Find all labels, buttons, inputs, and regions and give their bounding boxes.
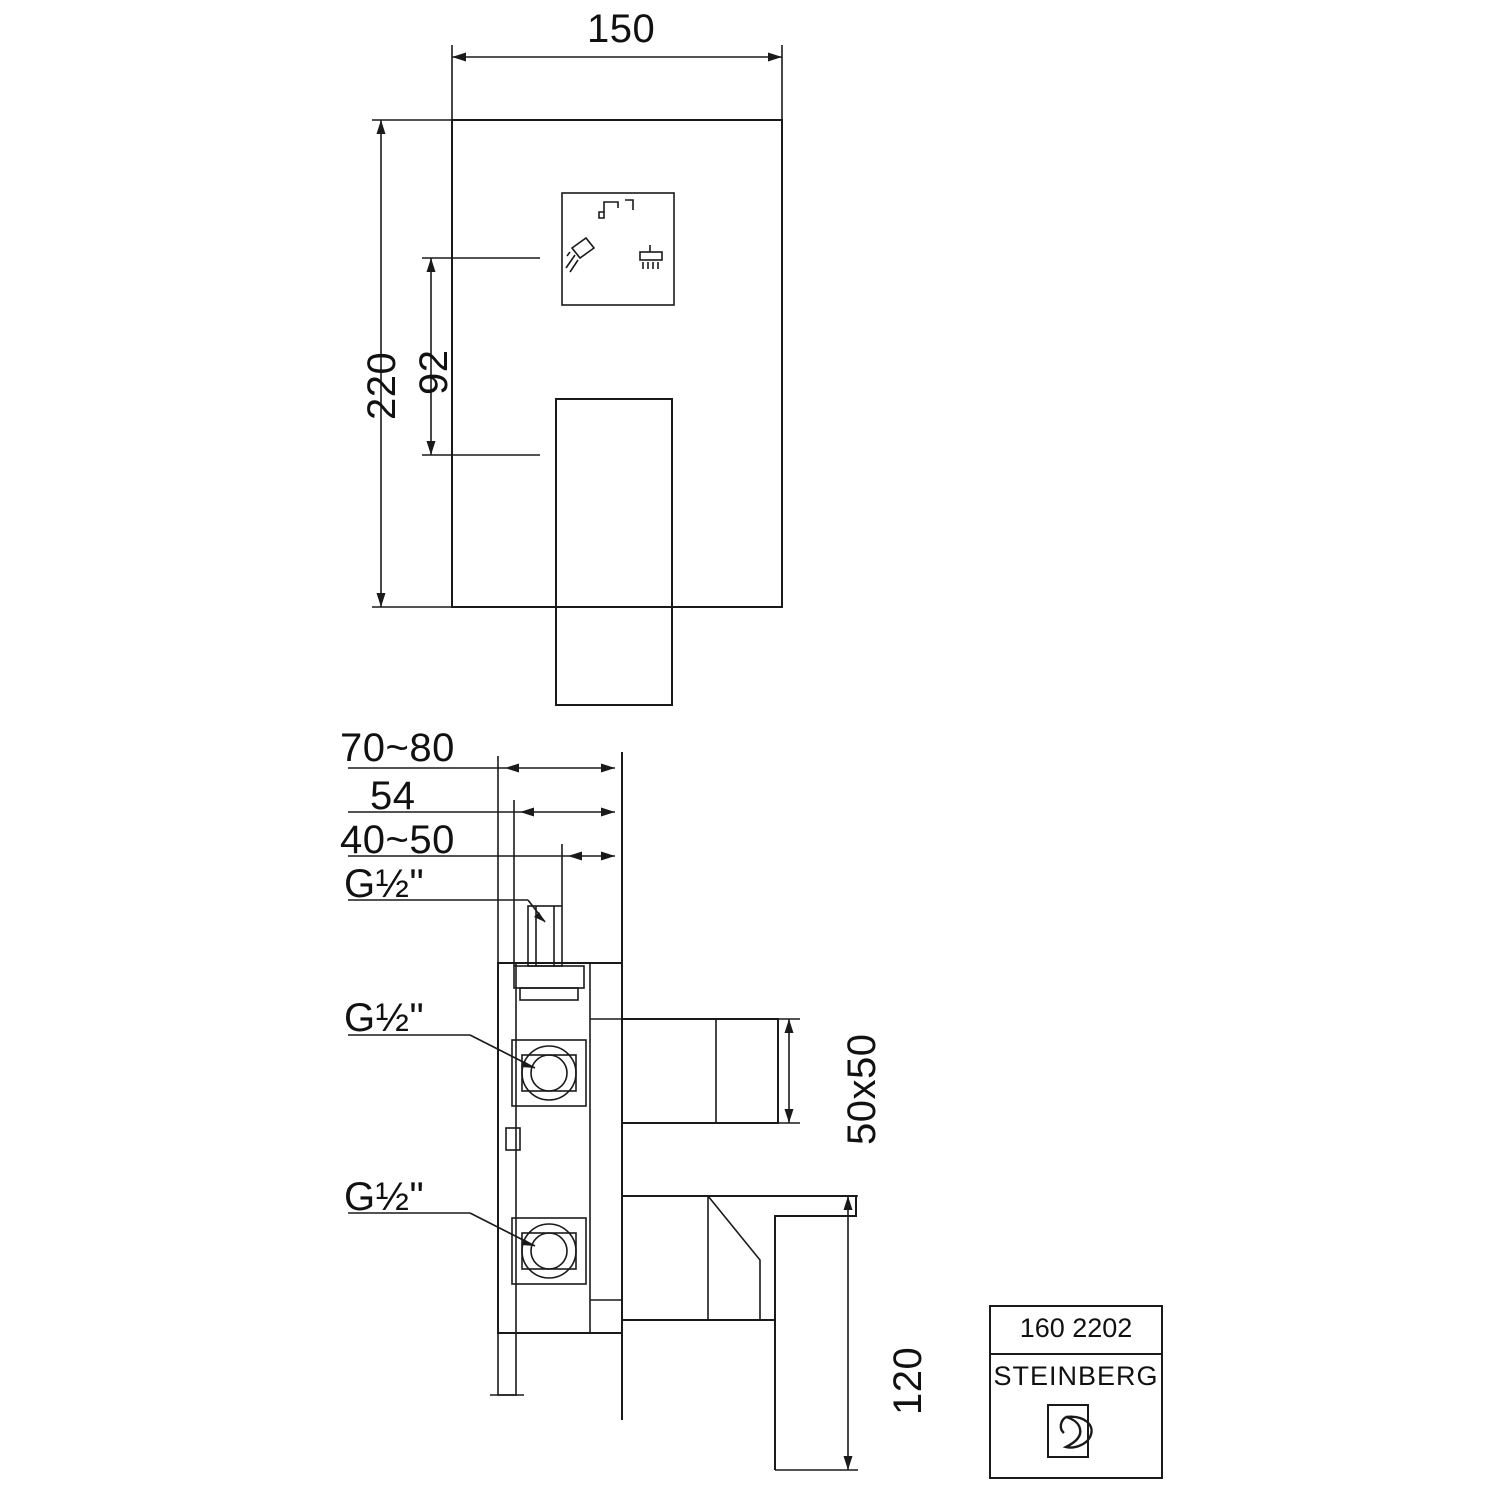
overhead-shower-icon-art <box>640 245 662 269</box>
hand-shower-icon-art <box>566 238 594 272</box>
brand-name: STEINBERG <box>993 1361 1159 1391</box>
dim-label-150: 150 <box>587 7 656 51</box>
dim-label-70-80: 70~80 <box>340 726 455 770</box>
dim-150 <box>452 45 782 120</box>
front-view-geometry <box>452 120 782 705</box>
article-label-plate <box>989 1305 1163 1479</box>
dim-label-92: 92 <box>412 349 456 395</box>
article-number: 160 2202 <box>1019 1313 1133 1343</box>
dim-label-thread-middle: G½" <box>344 996 425 1040</box>
dim-label-40-50: 40~50 <box>340 818 455 862</box>
side-view-geometry <box>490 752 856 1470</box>
dim-label-220: 220 <box>360 351 404 420</box>
bath-spout-icon-art <box>599 200 633 218</box>
dim-50x50 <box>778 1019 800 1123</box>
dim-label-thread-top: G½" <box>344 862 425 906</box>
steinberg-logo <box>1046 1403 1106 1465</box>
dim-label-120: 120 <box>886 1346 930 1415</box>
dim-120 <box>775 1196 858 1470</box>
label-divider <box>991 1353 1161 1355</box>
dim-label-54: 54 <box>370 774 416 818</box>
dim-label-50x50: 50x50 <box>840 1033 884 1145</box>
dim-label-thread-bottom: G½" <box>344 1175 425 1219</box>
